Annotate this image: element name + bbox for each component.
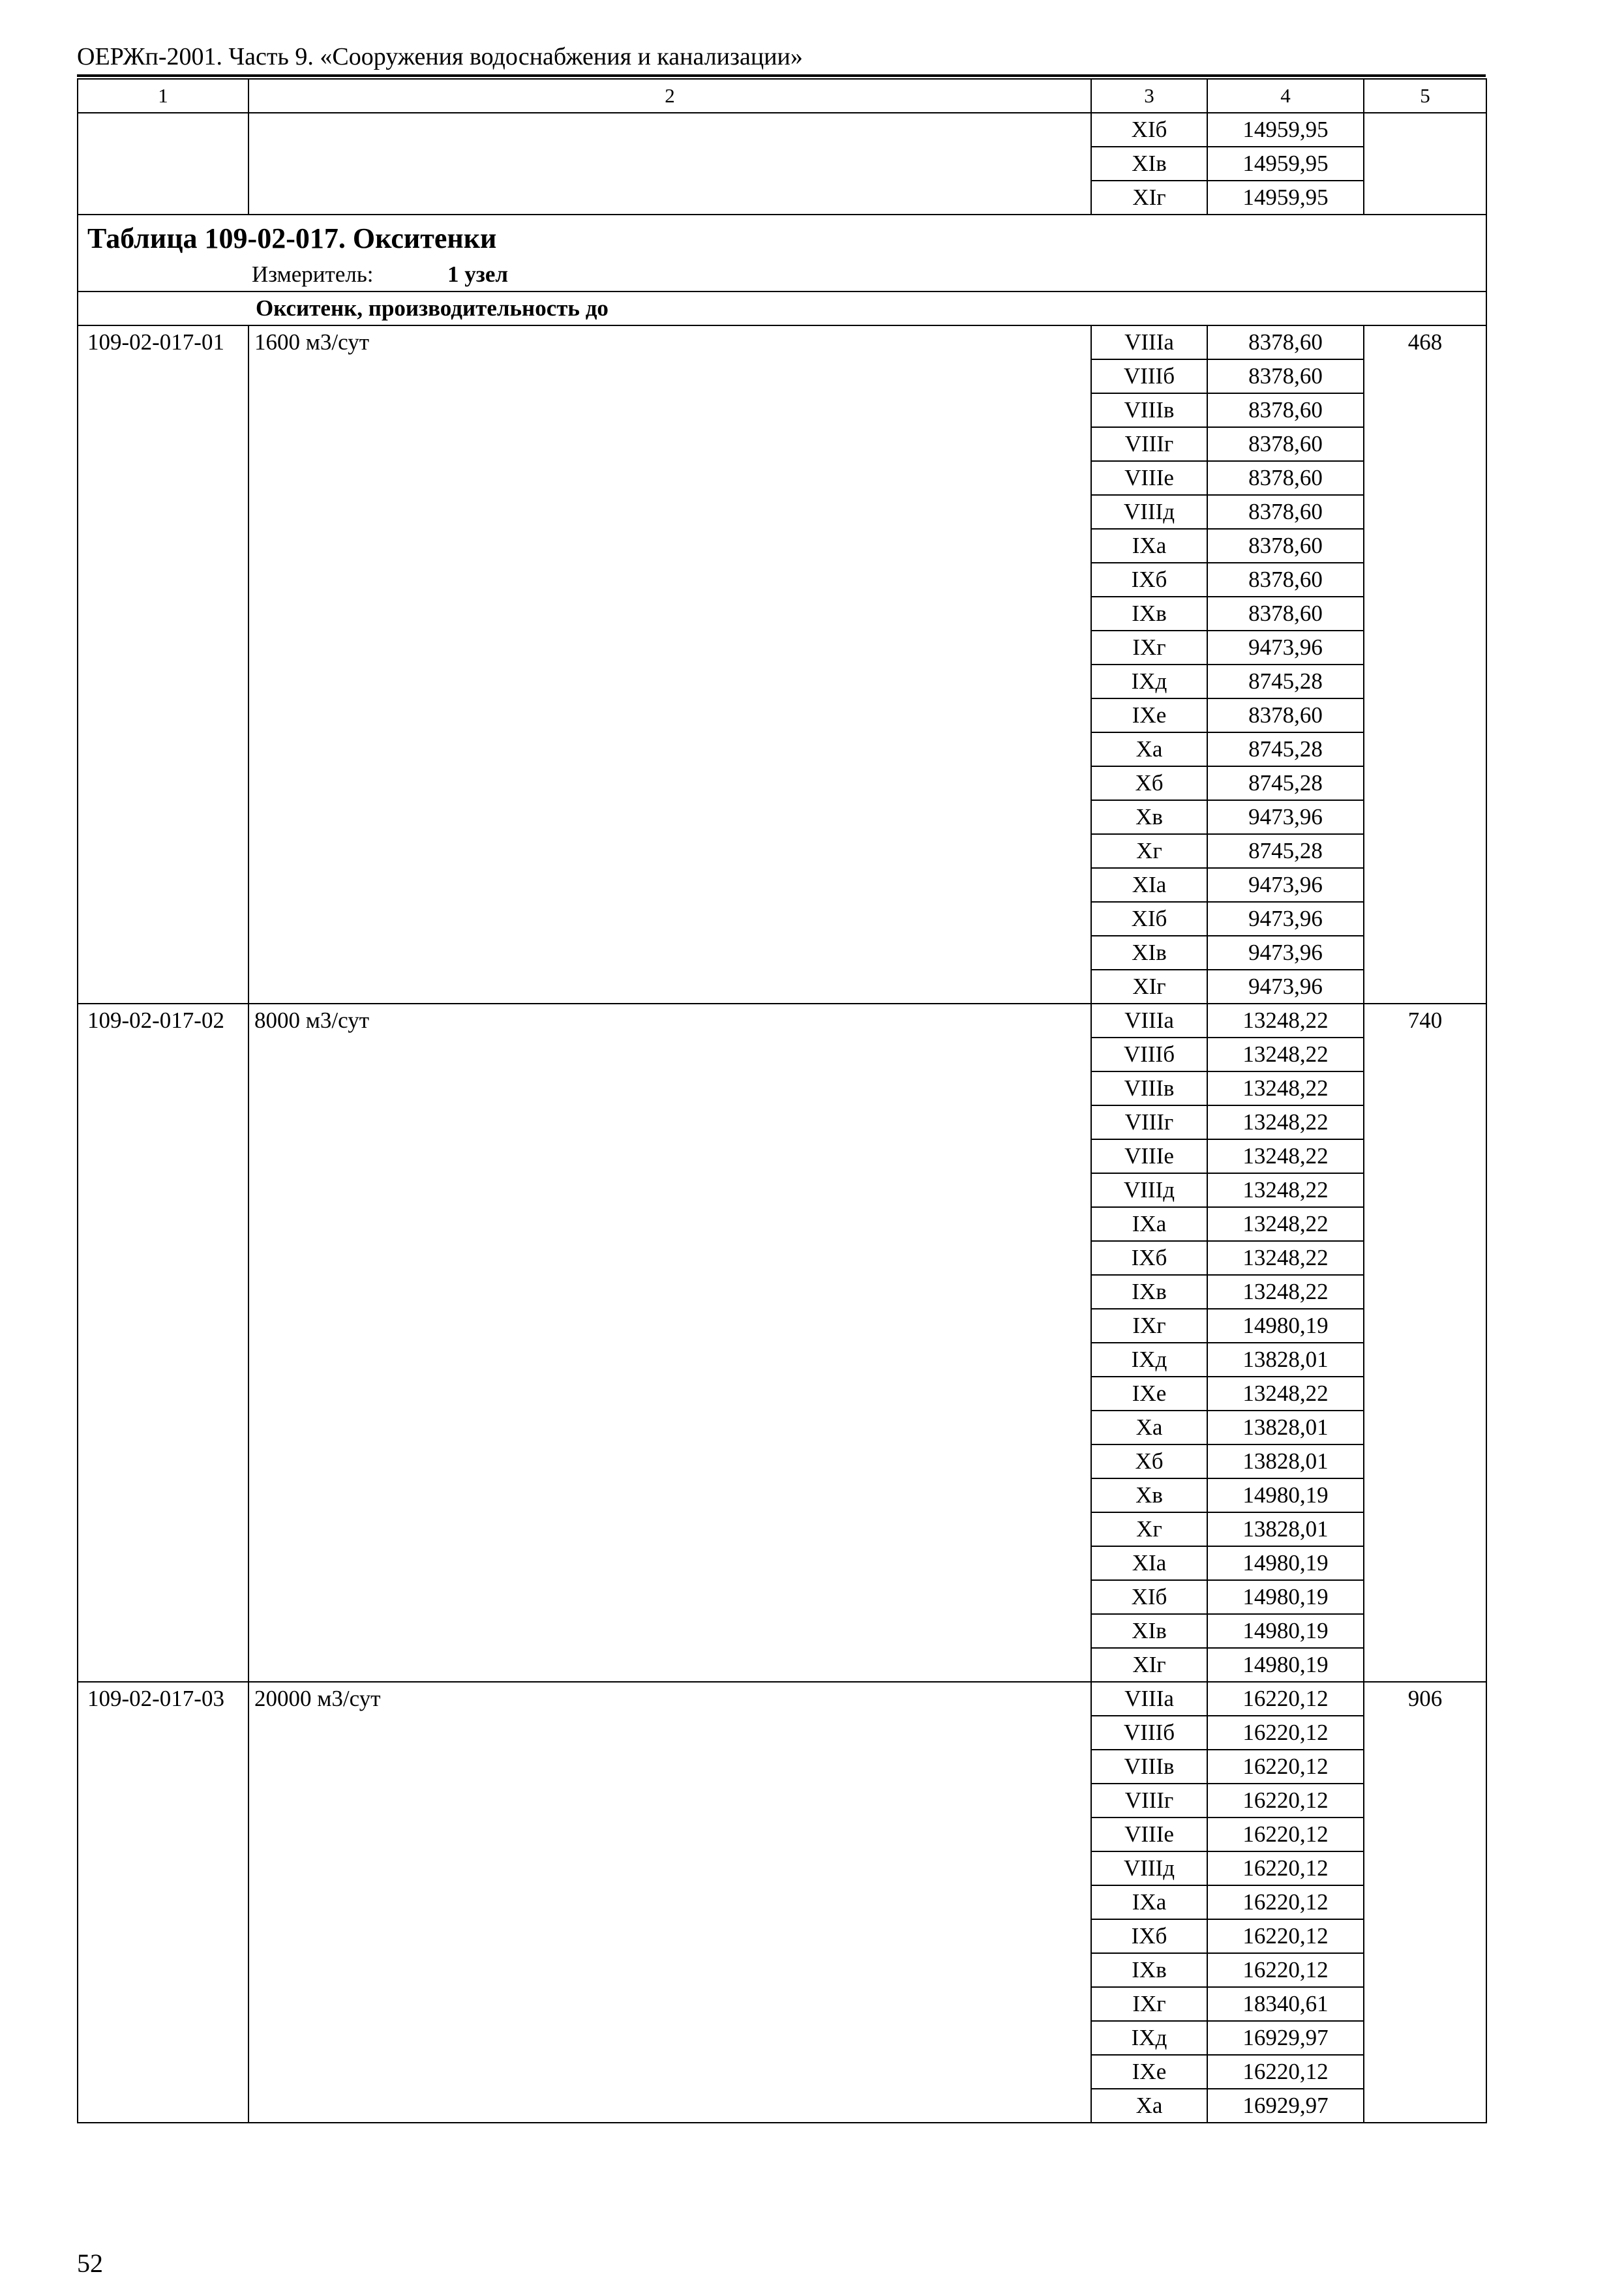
- zone-cell: XIб: [1091, 902, 1207, 936]
- rates-table: [77, 78, 1487, 2123]
- price-cell: 16220,12: [1207, 1716, 1364, 1750]
- price-cell: 16220,12: [1207, 1851, 1364, 1885]
- zone-cell: VIIIб: [1091, 1716, 1207, 1750]
- table-title-cell: [78, 215, 1486, 292]
- price-cell: 9473,96: [1207, 800, 1364, 834]
- price-cell: 8745,28: [1207, 732, 1364, 766]
- table-row: [78, 325, 1486, 359]
- zone-cell: IXв: [1091, 597, 1207, 631]
- zone-cell: IXа: [1091, 1885, 1207, 1919]
- col5-cell: [1364, 113, 1486, 215]
- unit-value: 1 узел: [447, 262, 508, 287]
- price-cell: 8745,28: [1207, 665, 1364, 698]
- price-cell: 14959,95: [1207, 181, 1364, 215]
- price-cell: 14980,19: [1207, 1648, 1364, 1682]
- zone-cell: VIIIа: [1091, 325, 1207, 359]
- price-cell: 13248,22: [1207, 1275, 1364, 1309]
- zone-cell: VIIIа: [1091, 1004, 1207, 1038]
- zone-cell: IXе: [1091, 698, 1207, 732]
- carryover-row: [78, 113, 1486, 147]
- column-number-row: [78, 79, 1486, 113]
- zone-cell: VIIIд: [1091, 1173, 1207, 1207]
- zone-cell: XIг: [1091, 181, 1207, 215]
- price-cell: 14980,19: [1207, 1478, 1364, 1512]
- price-cell: 16929,97: [1207, 2021, 1364, 2055]
- zone-cell: VIIIв: [1091, 1750, 1207, 1784]
- price-cell: 13248,22: [1207, 1377, 1364, 1411]
- item-col5: 906: [1364, 1682, 1486, 2123]
- price-cell: 16220,12: [1207, 1953, 1364, 1987]
- table-row: [78, 1004, 1486, 1038]
- zone-cell: IXг: [1091, 1309, 1207, 1343]
- column-number: 4: [1207, 79, 1364, 113]
- price-cell: 13248,22: [1207, 1038, 1364, 1071]
- zone-cell: XIв: [1091, 147, 1207, 181]
- zone-cell: VIIIб: [1091, 359, 1207, 393]
- price-cell: 14980,19: [1207, 1309, 1364, 1343]
- zone-cell: XIг: [1091, 1648, 1207, 1682]
- price-cell: 16220,12: [1207, 2055, 1364, 2089]
- item-description: 8000 м3/сут: [248, 1004, 1091, 1682]
- zone-cell: Xв: [1091, 800, 1207, 834]
- description-cell: [248, 113, 1091, 215]
- zone-cell: Xг: [1091, 1512, 1207, 1546]
- table-row: [78, 1682, 1486, 1716]
- price-cell: 9473,96: [1207, 936, 1364, 970]
- price-cell: 8378,60: [1207, 393, 1364, 427]
- zone-cell: IXа: [1091, 529, 1207, 563]
- price-cell: 8378,60: [1207, 325, 1364, 359]
- zone-cell: IXд: [1091, 1343, 1207, 1377]
- price-cell: 16220,12: [1207, 1885, 1364, 1919]
- price-cell: 14959,95: [1207, 147, 1364, 181]
- zone-cell: IXв: [1091, 1953, 1207, 1987]
- column-number: 5: [1364, 79, 1486, 113]
- table-title-row: [78, 215, 1486, 292]
- price-cell: 9473,96: [1207, 868, 1364, 902]
- table-subheading: Окситенк, производительность до: [78, 292, 1486, 325]
- zone-cell: VIIIд: [1091, 1851, 1207, 1885]
- price-cell: 16220,12: [1207, 1784, 1364, 1818]
- zone-cell: IXв: [1091, 1275, 1207, 1309]
- unit-line: [78, 260, 1486, 291]
- price-cell: 13828,01: [1207, 1411, 1364, 1444]
- code-cell: [78, 113, 248, 215]
- zone-cell: VIIIг: [1091, 427, 1207, 461]
- price-cell: 13248,22: [1207, 1071, 1364, 1105]
- price-cell: 13248,22: [1207, 1139, 1364, 1173]
- zone-cell: VIIIв: [1091, 393, 1207, 427]
- price-cell: 8378,60: [1207, 597, 1364, 631]
- price-cell: 13248,22: [1207, 1241, 1364, 1275]
- item-code: 109-02-017-01: [78, 325, 248, 1004]
- zone-cell: VIIIд: [1091, 495, 1207, 529]
- price-cell: 9473,96: [1207, 970, 1364, 1004]
- zone-cell: VIIIв: [1091, 1071, 1207, 1105]
- price-cell: 8378,60: [1207, 359, 1364, 393]
- running-header: ОЕРЖп-2001. Часть 9. «Сооружения водоснабжения и канализации»: [77, 43, 803, 70]
- price-cell: 13248,22: [1207, 1004, 1364, 1038]
- zone-cell: IXб: [1091, 1919, 1207, 1953]
- price-cell: 8378,60: [1207, 427, 1364, 461]
- item-col5: 740: [1364, 1004, 1486, 1682]
- price-cell: 13828,01: [1207, 1444, 1364, 1478]
- item-col5: 468: [1364, 325, 1486, 1004]
- price-cell: 8378,60: [1207, 529, 1364, 563]
- price-cell: 14980,19: [1207, 1614, 1364, 1648]
- zone-cell: XIб: [1091, 1580, 1207, 1614]
- zone-cell: VIIIг: [1091, 1105, 1207, 1139]
- zone-cell: IXе: [1091, 1377, 1207, 1411]
- price-cell: 13828,01: [1207, 1343, 1364, 1377]
- column-number: 2: [248, 79, 1091, 113]
- zone-cell: Xг: [1091, 834, 1207, 868]
- zone-cell: VIIIа: [1091, 1682, 1207, 1716]
- unit-label: Измеритель:: [252, 262, 374, 287]
- zone-cell: VIIIе: [1091, 461, 1207, 495]
- price-cell: 16220,12: [1207, 1750, 1364, 1784]
- zone-cell: XIа: [1091, 1546, 1207, 1580]
- zone-cell: Xб: [1091, 1444, 1207, 1478]
- price-cell: 13828,01: [1207, 1512, 1364, 1546]
- zone-cell: XIг: [1091, 970, 1207, 1004]
- zone-cell: Xб: [1091, 766, 1207, 800]
- zone-cell: Xа: [1091, 732, 1207, 766]
- price-cell: 14959,95: [1207, 113, 1364, 147]
- price-cell: 13248,22: [1207, 1105, 1364, 1139]
- subheading-row: [78, 292, 1486, 325]
- price-cell: 14980,19: [1207, 1546, 1364, 1580]
- item-description: 1600 м3/сут: [248, 325, 1091, 1004]
- price-cell: 9473,96: [1207, 902, 1364, 936]
- price-cell: 9473,96: [1207, 631, 1364, 665]
- price-cell: 8378,60: [1207, 461, 1364, 495]
- item-code: 109-02-017-03: [78, 1682, 248, 2123]
- zone-cell: XIа: [1091, 868, 1207, 902]
- zone-cell: XIв: [1091, 936, 1207, 970]
- price-cell: 8378,60: [1207, 563, 1364, 597]
- column-number: 1: [78, 79, 248, 113]
- price-cell: 16220,12: [1207, 1682, 1364, 1716]
- zone-cell: IXб: [1091, 1241, 1207, 1275]
- zone-cell: XIб: [1091, 113, 1207, 147]
- price-cell: 13248,22: [1207, 1173, 1364, 1207]
- zone-cell: IXг: [1091, 1987, 1207, 2021]
- column-number: 3: [1091, 79, 1207, 113]
- price-cell: 18340,61: [1207, 1987, 1364, 2021]
- table-title: Таблица 109-02-017. Окситенки: [87, 222, 497, 254]
- price-cell: 8745,28: [1207, 834, 1364, 868]
- price-cell: 16220,12: [1207, 1919, 1364, 1953]
- item-code: 109-02-017-02: [78, 1004, 248, 1682]
- rates-table-body: [78, 79, 1486, 2123]
- price-cell: 13248,22: [1207, 1207, 1364, 1241]
- price-cell: 16220,12: [1207, 1818, 1364, 1851]
- header-rule: [77, 74, 1486, 77]
- zone-cell: IXг: [1091, 631, 1207, 665]
- zone-cell: Xа: [1091, 1411, 1207, 1444]
- zone-cell: IXд: [1091, 665, 1207, 698]
- price-cell: 14980,19: [1207, 1580, 1364, 1614]
- zone-cell: Xа: [1091, 2089, 1207, 2123]
- price-cell: 8745,28: [1207, 766, 1364, 800]
- zone-cell: IXа: [1091, 1207, 1207, 1241]
- zone-cell: IXе: [1091, 2055, 1207, 2089]
- price-cell: 16929,97: [1207, 2089, 1364, 2123]
- zone-cell: VIIIб: [1091, 1038, 1207, 1071]
- page-number: 52: [77, 2249, 103, 2278]
- zone-cell: IXд: [1091, 2021, 1207, 2055]
- zone-cell: XIв: [1091, 1614, 1207, 1648]
- zone-cell: IXб: [1091, 563, 1207, 597]
- zone-cell: VIIIе: [1091, 1139, 1207, 1173]
- price-cell: 8378,60: [1207, 495, 1364, 529]
- zone-cell: Xв: [1091, 1478, 1207, 1512]
- price-cell: 8378,60: [1207, 698, 1364, 732]
- item-description: 20000 м3/сут: [248, 1682, 1091, 2123]
- zone-cell: VIIIе: [1091, 1818, 1207, 1851]
- zone-cell: VIIIг: [1091, 1784, 1207, 1818]
